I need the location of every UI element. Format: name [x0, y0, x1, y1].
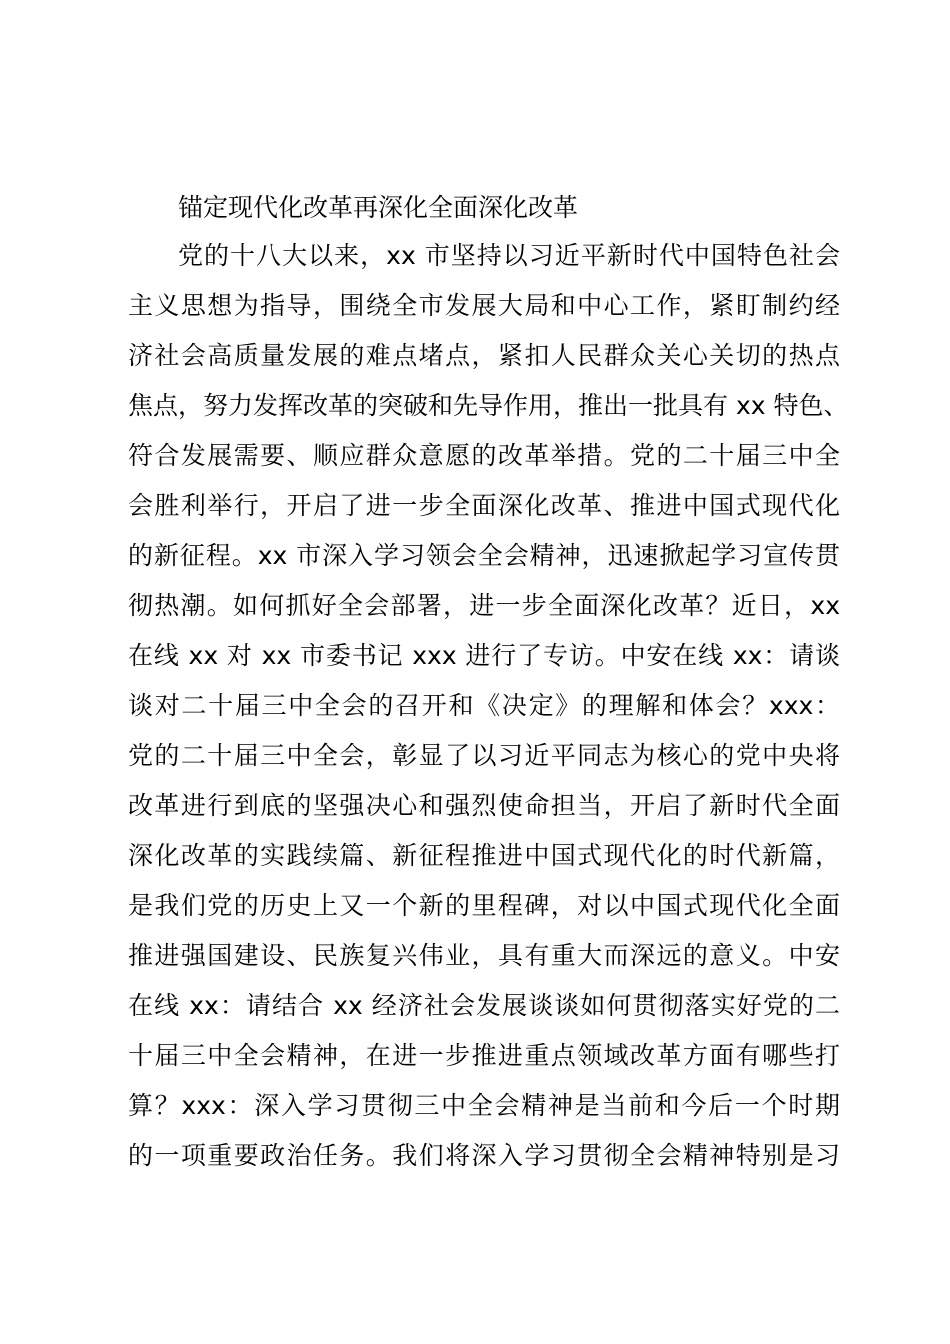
- body-line: 谈对二十届三中全会的召开和《决定》的理解和体会？xxx：: [128, 691, 840, 720]
- body-line: 深化改革的实践续篇、新征程推进中国式现代化的时代新篇，: [128, 841, 840, 870]
- body-line: 改革进行到底的坚强决心和强烈使命担当，开启了新时代全面: [128, 791, 840, 820]
- body-line: 十届三中全会精神，在进一步推进重点领域改革方面有哪些打: [128, 1041, 840, 1070]
- body-line: 推进强国建设、民族复兴伟业，具有重大而深远的意义。中安: [128, 941, 840, 970]
- body-line: 济社会高质量发展的难点堵点，紧扣人民群众关心关切的热点: [128, 341, 840, 370]
- body-line: 的一项重要政治任务。我们将深入学习贯彻全会精神特别是习: [128, 1141, 840, 1170]
- body-line: 算？xxx：深入学习贯彻三中全会精神是当前和今后一个时期: [128, 1091, 840, 1120]
- document-title: 锚定现代化改革再深化全面深化改革: [178, 193, 579, 222]
- body-line: 会胜利举行，开启了进一步全面深化改革、推进中国式现代化: [128, 491, 840, 520]
- body-line: 党的十八大以来，xx 市坚持以习近平新时代中国特色社会: [178, 241, 840, 270]
- body-line: 是我们党的历史上又一个新的里程碑，对以中国式现代化全面: [128, 891, 840, 920]
- body-line: 在线 xx 对 xx 市委书记 xxx 进行了专访。中安在线 xx：请谈: [128, 641, 840, 670]
- body-line: 在线 xx：请结合 xx 经济社会发展谈谈如何贯彻落实好党的二: [128, 991, 840, 1020]
- body-line: 主义思想为指导，围绕全市发展大局和中心工作，紧盯制约经: [128, 291, 840, 320]
- body-line: 党的二十届三中全会，彰显了以习近平同志为核心的党中央将: [128, 741, 840, 770]
- body-line: 彻热潮。如何抓好全会部署，进一步全面深化改革？近日，xx: [128, 591, 840, 620]
- document-body: [128, 231, 849, 1181]
- body-line: 的新征程。xx 市深入学习领会全会精神，迅速掀起学习宣传贯: [128, 541, 840, 570]
- body-line: 符合发展需要、顺应群众意愿的改革举措。党的二十届三中全: [128, 441, 840, 470]
- body-line: 焦点，努力发挥改革的突破和先导作用，推出一批具有 xx 特色、: [128, 391, 849, 420]
